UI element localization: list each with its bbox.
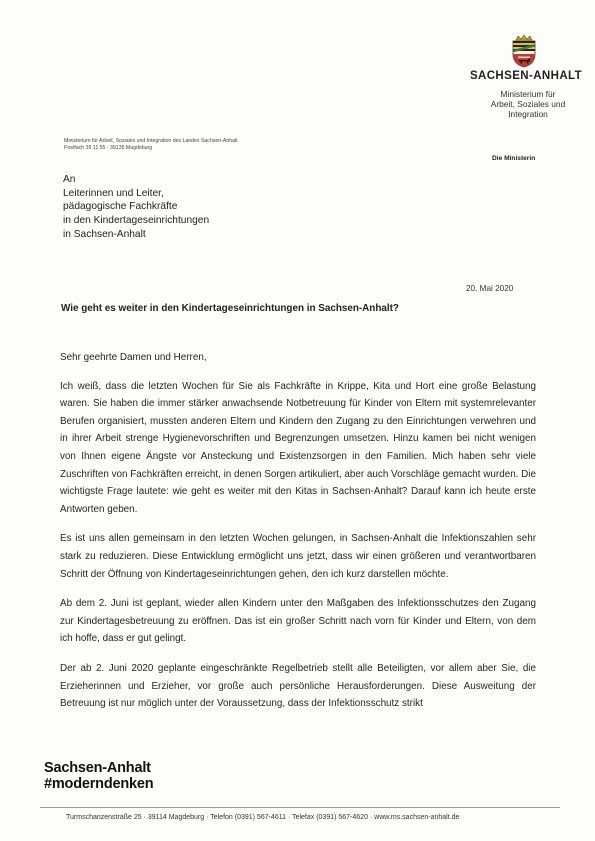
- state-name-logotype: SACHSEN-ANHALT: [469, 70, 583, 82]
- slogan-line: #moderndenken: [44, 776, 154, 792]
- state-coat-of-arms-icon: [507, 34, 541, 68]
- recipient-line: An: [63, 174, 76, 185]
- letter-subject: Wie geht es weiter in den Kindertageseinrichtungen in Sachsen-Anhalt?: [61, 303, 399, 314]
- sender-address-line: Postfach 39 11 55 · 39135 Magdeburg: [64, 145, 153, 151]
- recipient-line: in den Kindertageseinrichtungen: [63, 215, 210, 227]
- letter-date: 20. Mai 2020: [466, 284, 514, 293]
- footer-divider: [40, 807, 560, 808]
- footer-contact: Turmschanzenstraße 25 · 39114 Magdeburg · Telefon (0391) 567-4611 · Telefax (0391) 567-4620 · www.ms.sachsen-anhalt.de: [66, 814, 460, 821]
- slogan-line: Sachsen-Anhalt: [44, 760, 151, 776]
- recipient-line: pädagogische Fachkräfte: [63, 201, 178, 213]
- salutation: Sehr geehrte Damen und Herren,: [60, 352, 207, 363]
- body-paragraph: Der ab 2. Juni 2020 geplante eingeschränkte Regelbetrieb stellt alle Beteiligten, vor allem aber Sie, die Erzieherinnen und Erzieher, vor große auch persönliche Herausforderungen. Diese Ausweitung der Betreuung ist nur möglich unter der Voraussetzung, dass der Infektionsschutz strikt: [60, 662, 536, 710]
- slogan: [44, 760, 153, 792]
- ministry-line: Ministerium für: [500, 89, 556, 99]
- ministry-name: [466, 89, 590, 119]
- body-paragraph: Ab dem 2. Juni ist geplant, wieder allen Kindern unter den Maßgaben des Infektionsschutzes den Zugang zur Kindertagesbetreuung zu eröffnen. Das ist ein großer Schritt nach vorn für Kinder und Eltern, von dem ich hoffe, dass er gut gelingt.: [60, 598, 536, 645]
- body-paragraph: Es ist uns allen gemeinsam in den letzten Wochen gelungen, in Sachsen-Anhalt die Infektionszahlen sehr stark zu reduzieren. Diese Entwicklung ermöglicht uns jetzt, dass wir einen größeren und verantwortbaren Schritt der Öffnung von Kindertageseinrichtungen gehen, den ich kurz darstellen möchte.: [60, 533, 536, 580]
- ministry-line: Integration: [508, 109, 548, 119]
- recipient-line: in Sachsen-Anhalt: [63, 228, 146, 240]
- recipient-line: Leiterinnen und Leiter,: [63, 187, 164, 199]
- minister-label: Die Ministerin: [492, 155, 536, 162]
- recipient-address: [63, 173, 209, 242]
- body-paragraph: Ich weiß, dass die letzten Wochen für Sie als Fachkräfte in Krippe, Kita und Hort eine große Belastung waren. Sie haben die immer stärker anwachsende Notbetreuung für Kinder von Eltern mit systemrelevanter Berufen organisiert, mussten anderen Eltern und Kindern den Zugang zu den Einrichtungen verwehren und in ihrer Arbeit strenge Hygienevorschriften und Begrenzungen umsetzen. Hinzu kamen bei nicht wenigen von Ihnen eigene Ängste vor Ansteckung und Existenzsorgen in den Familien. Mich haben sehr viele Zuschriften von Fachkräften erreicht, in denen Sorgen artikuliert, aber auch Vorschläge gemacht wurden. Die wichtigste Frage lautete: wie geht es weiter mit den Kitas in Sachsen-Anhalt? Darauf kann ich heute erste Antworten geben.: [60, 380, 536, 515]
- sender-address-line: Ministerium für Arbeit, Soziales und Integration des Landes Sachsen-Anhalt: [64, 138, 238, 144]
- ministry-line: Arbeit, Soziales und: [490, 99, 566, 109]
- letter-body: [60, 349, 536, 725]
